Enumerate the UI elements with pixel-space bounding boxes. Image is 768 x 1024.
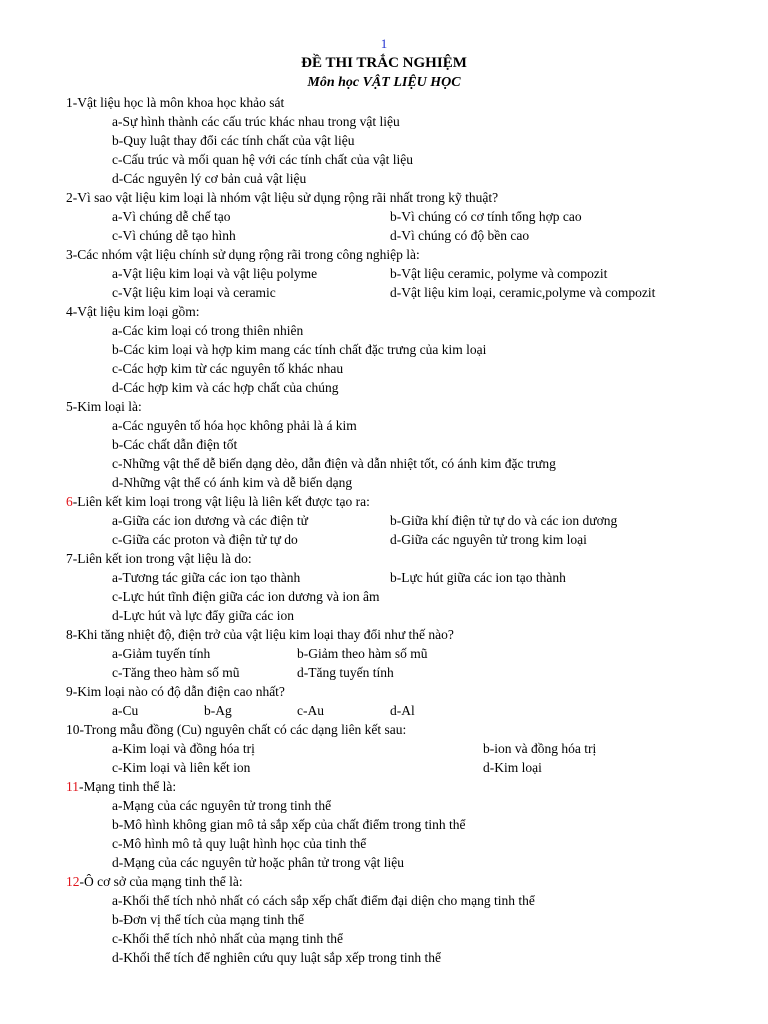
option-c: c-Mô hình mô tả quy luật hình học của tinh thể (112, 836, 367, 851)
question-5 (66, 399, 142, 415)
option-c: c-Vật liệu kim loại và ceramic (112, 285, 276, 300)
option-a: a-Sự hình thành các cấu trúc khác nhau trong vật liệu (112, 114, 400, 129)
question-number: 8 (66, 627, 73, 642)
option-b: b-Đơn vị thể tích của mạng tinh thể (112, 912, 304, 927)
option-c: c-Kim loại và liên kết ion (112, 760, 251, 775)
option-b: b-Giữa khí điện tử tự do và các ion dương (390, 513, 618, 528)
option-b: b-Lực hút giữa các ion tạo thành (390, 570, 566, 585)
option-b: b-Quy luật thay đổi các tính chất của vật liệu (112, 133, 355, 148)
option-b: b-ion và đồng hóa trị (483, 741, 597, 756)
question-9 (66, 684, 285, 700)
document-title: ĐỀ THI TRẮC NGHIỆM (301, 55, 467, 71)
option-a: a-Vật liệu kim loại và vật liệu polyme (112, 266, 318, 281)
question-text: -Vật liệu học là môn khoa học khảo sát (72, 95, 285, 110)
question-number: 1 (66, 95, 73, 110)
question-text: -Ô cơ sở của mạng tinh thể là: (79, 874, 243, 889)
option-a: a-Khối thể tích nhỏ nhất có cách sắp xếp chất điểm đại diện cho mạng tinh thể (112, 893, 535, 908)
option-c: c-Au (297, 703, 324, 718)
question-6 (66, 494, 370, 510)
option-d: d-Al (390, 703, 415, 718)
option-c: c-Cấu trúc và mối quan hệ với các tính chất của vật liệu (112, 152, 414, 167)
question-10 (66, 722, 406, 738)
question-text: -Các nhóm vật liệu chính sử dụng rộng rãi trong công nghiệp là: (72, 247, 420, 262)
option-d: d-Tăng tuyến tính (297, 665, 394, 680)
option-b: b-Vì chúng có cơ tính tổng hợp cao (390, 209, 582, 224)
question-text: -Liên kết ion trong vật liệu là do: (72, 551, 252, 566)
option-a: a-Các nguyên tố hóa học không phải là á kim (112, 418, 357, 433)
question-1 (66, 95, 284, 111)
question-text: -Khi tăng nhiệt độ, điện trở của vật liệu kim loại thay đổi như thế nào? (72, 627, 454, 642)
option-c: c-Giữa các proton và điện tử tự do (112, 532, 298, 547)
question-number: 9 (66, 684, 73, 699)
page-number: 1 (380, 36, 388, 51)
question-text: -Kim loại là: (72, 399, 142, 414)
option-d: d-Khối thể tích để nghiên cứu quy luật sắp xếp trong tinh thể (112, 950, 441, 965)
question-4 (66, 304, 199, 320)
option-b: b-Giảm theo hàm số mũ (297, 646, 428, 661)
option-c: c-Lực hút tĩnh điện giữa các ion dương và ion âm (112, 589, 380, 604)
document-subtitle: Môn học VẬT LIỆU HỌC (307, 75, 461, 90)
question-text: -Kim loại nào có độ dẫn điện cao nhất? (72, 684, 285, 699)
option-d: d-Các hợp kim và các hợp chất của chúng (112, 380, 339, 395)
option-d: d-Giữa các nguyên tử trong kim loại (390, 532, 587, 547)
option-a: a-Các kim loại có trong thiên nhiên (112, 323, 304, 338)
option-a: a-Giảm tuyến tính (112, 646, 211, 661)
option-d: d-Vì chúng có độ bền cao (390, 228, 530, 243)
option-c: c-Khối thể tích nhỏ nhất của mạng tinh thể (112, 931, 343, 946)
question-text: -Vật liệu kim loại gồm: (72, 304, 200, 319)
option-b: b-Vật liệu ceramic, polyme và compozit (390, 266, 608, 281)
question-number: 12 (66, 874, 80, 889)
question-number: 4 (66, 304, 73, 319)
option-c: c-Tăng theo hàm số mũ (112, 665, 240, 680)
question-number: 7 (66, 551, 73, 566)
question-text: -Vì sao vật liệu kim loại là nhóm vật liệu sử dụng rộng rãi nhất trong kỹ thuật? (72, 190, 499, 205)
question-3 (66, 247, 420, 263)
option-a: a-Mạng của các nguyên tử trong tinh thể (112, 798, 332, 813)
option-b: b-Ag (204, 703, 232, 718)
question-number: 10 (66, 722, 80, 737)
question-number: 2 (66, 190, 73, 205)
option-a: a-Kim loại và đồng hóa trị (112, 741, 255, 756)
option-a: a-Cu (112, 703, 139, 718)
question-number: 6 (66, 494, 73, 509)
question-7 (66, 551, 252, 567)
option-a: a-Giữa các ion dương và các điện tử (112, 513, 308, 528)
question-8 (66, 627, 454, 643)
question-text: -Liên kết kim loại trong vật liệu là liên kết được tạo ra: (72, 494, 370, 509)
option-b: b-Mô hình không gian mô tả sắp xếp của chất điểm trong tinh thể (112, 817, 466, 832)
option-b: b-Các chất dẫn điện tốt (112, 437, 238, 452)
question-text: -Trong mẫu đồng (Cu) nguyên chất có các dạng liên kết sau: (79, 722, 407, 737)
question-text: -Mạng tinh thể là: (79, 779, 177, 794)
option-c: c-Những vật thể dễ biến dạng dẻo, dẫn điện và dẫn nhiệt tốt, có ánh kim đặc trưng (112, 456, 556, 471)
question-2 (66, 190, 498, 206)
question-11 (66, 779, 176, 795)
option-d: d-Các nguyên lý cơ bản cuả vật liệu (112, 171, 307, 186)
option-d: d-Mạng của các nguyên tử hoặc phân tử trong vật liệu (112, 855, 405, 870)
option-d: d-Vật liệu kim loại, ceramic,polyme và compozit (390, 285, 656, 300)
option-a: a-Tương tác giữa các ion tạo thành (112, 570, 301, 585)
option-d: d-Lực hút và lực đẩy giữa các ion (112, 608, 295, 623)
option-c: c-Các hợp kim từ các nguyên tố khác nhau (112, 361, 344, 376)
option-c: c-Vì chúng dễ tạo hình (112, 228, 236, 243)
question-12 (66, 874, 243, 890)
option-d: d-Những vật thể có ánh kim và dễ biến dạng (112, 475, 353, 490)
option-d: d-Kim loại (483, 760, 542, 775)
question-number: 3 (66, 247, 73, 262)
option-b: b-Các kim loại và hợp kim mang các tính chất đặc trưng của kim loại (112, 342, 487, 357)
question-number: 11 (66, 779, 79, 794)
option-a: a-Vì chúng dễ chế tạo (112, 209, 231, 224)
question-number: 5 (66, 399, 73, 414)
